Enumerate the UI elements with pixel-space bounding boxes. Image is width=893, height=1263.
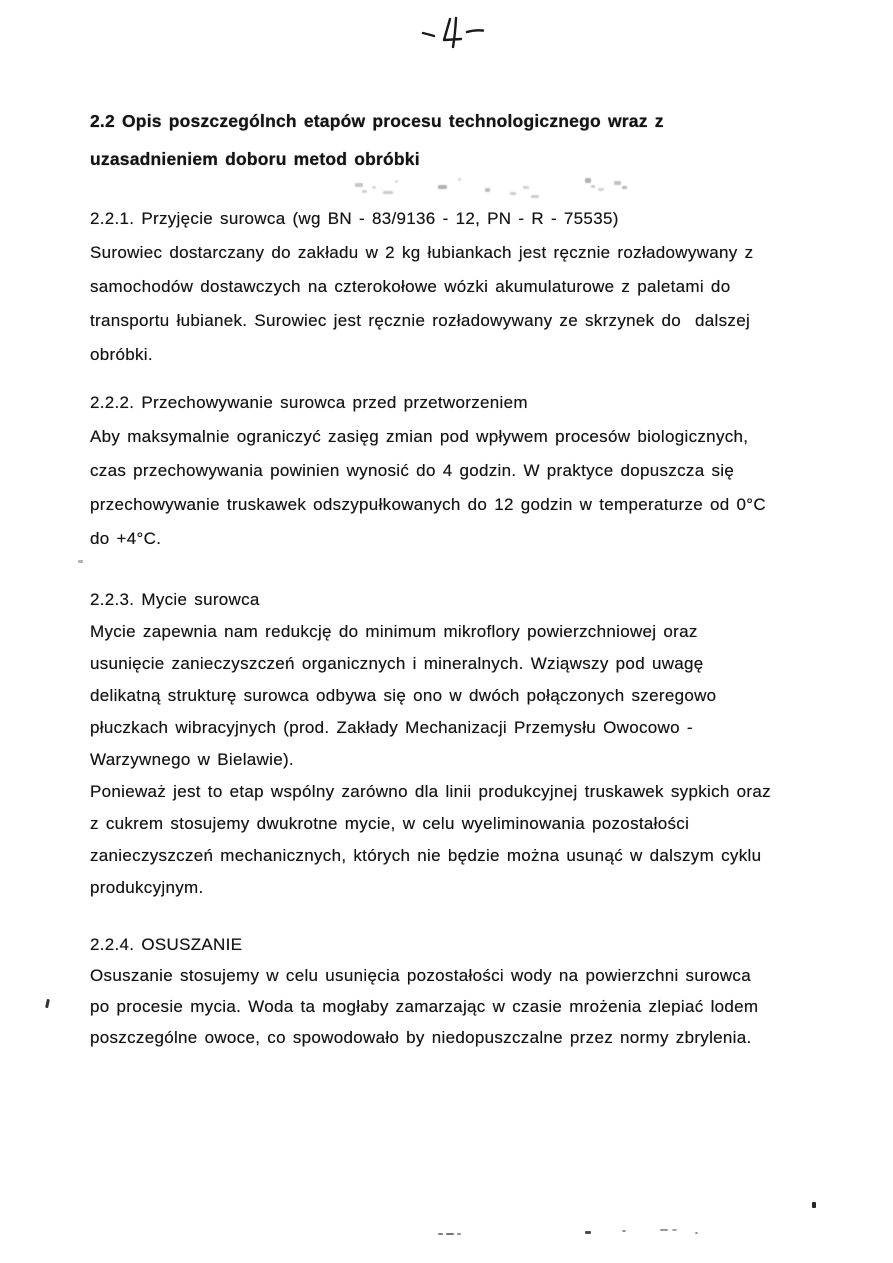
- section-osuszanie: [90, 929, 758, 1053]
- scan-artifact: [672, 1229, 677, 1231]
- text-line: Aby maksymalnie ograniczyć zasięg zmian pod wpływem procesów biologicznych,: [90, 427, 749, 446]
- text-line: 2.2 Opis poszczególnch etapów procesu technologicznego wraz z: [90, 111, 664, 131]
- page-number: [418, 10, 490, 54]
- text-line: uzasadnieniem doboru metod obróbki: [90, 149, 420, 169]
- scan-artifact: [78, 560, 83, 563]
- section-paragraph: [90, 616, 771, 904]
- text-line: zanieczyszczeń mechanicznych, których nie będzie można usunąć w dalszym cyklu: [90, 846, 762, 865]
- section-paragraph: [90, 236, 753, 372]
- scan-artifact: [446, 1233, 454, 1235]
- text-line: Osuszanie stosujemy w celu usunięcia pozostałości wody na powierzchni surowca: [90, 966, 751, 985]
- scan-artifact: [438, 1233, 443, 1235]
- text-line: do +4°C.: [90, 529, 162, 548]
- text-line: transportu łubianek. Surowiec jest ręcznie rozładowywany ze skrzynek do dalszej: [90, 311, 751, 330]
- text-line: samochodów dostawczych na czterokołowe wózki akumulaturowe z paletami do: [90, 277, 731, 296]
- text-line: usunięcie zanieczyszczeń organicznych i mineralnych. Wziąwszy pod uwagę: [90, 654, 704, 673]
- text-line: po procesie mycia. Woda ta mogłaby zamarzając w czasie mrożenia zlepiać lodem: [90, 997, 759, 1016]
- text-line: Mycie zapewnia nam redukcję do minimum mikroflory powierzchniowej oraz: [90, 622, 698, 641]
- text-line: płuczkach wibracyjnych (prod. Zakłady Mechanizacji Przemysłu Owocowo -: [90, 718, 693, 737]
- handwritten-page-number-icon: [418, 10, 490, 54]
- text-line: przechowywanie truskawek odszypułkowanych do 12 godzin w temperaturze od 0°C: [90, 495, 766, 514]
- section-paragraph: [90, 420, 766, 556]
- section-przyjecie-surowca: [90, 202, 753, 372]
- text-line: Warzywnego w Bielawie).: [90, 750, 294, 769]
- text-line: z cukrem stosujemy dwukrotne mycie, w celu wyeliminowania pozostałości: [90, 814, 690, 833]
- text-line: Ponieważ jest to etap wspólny zarówno dla linii produkcyjnej truskawek sypkich oraz: [90, 782, 771, 801]
- section-title: 2.2.3. Mycie surowca: [90, 590, 260, 609]
- section-title: 2.2.2. Przechowywanie surowca przed przetworzeniem: [90, 393, 528, 412]
- document-heading: [90, 102, 664, 178]
- section-mycie-surowca: [90, 584, 771, 904]
- section-title: 2.2.4. OSUSZANIE: [90, 935, 243, 954]
- scan-artifact: [695, 1232, 698, 1234]
- section-title: 2.2.1. Przyjęcie surowca (wg BN - 83/9136 - 12, PN - R - 75535): [90, 209, 619, 228]
- text-line: poszczególne owoce, co spowodowało by niedopuszczalne przez normy zbrylenia.: [90, 1028, 752, 1047]
- text-line: Surowiec dostarczany do zakładu w 2 kg łubiankach jest ręcznie rozładowywany z: [90, 243, 754, 262]
- scan-artifact: [585, 1231, 591, 1234]
- section-paragraph: [90, 960, 758, 1053]
- scan-artifact: [457, 1233, 461, 1235]
- text-line: delikatną strukturę surowca odbywa się ono w dwóch połączonych szeregowo: [90, 686, 717, 705]
- scan-artifact: [812, 1202, 816, 1208]
- text-line: produkcyjnym.: [90, 878, 204, 897]
- text-line: czas przechowywania powinien wynosić do 4 godzin. W praktyce dopuszcza się: [90, 461, 735, 480]
- scan-artifact: [45, 999, 50, 1008]
- scan-artifact: [622, 1230, 626, 1232]
- scan-artifact: [660, 1229, 668, 1231]
- text-line: obróbki.: [90, 345, 153, 364]
- section-przechowywanie-surowca: [90, 386, 766, 556]
